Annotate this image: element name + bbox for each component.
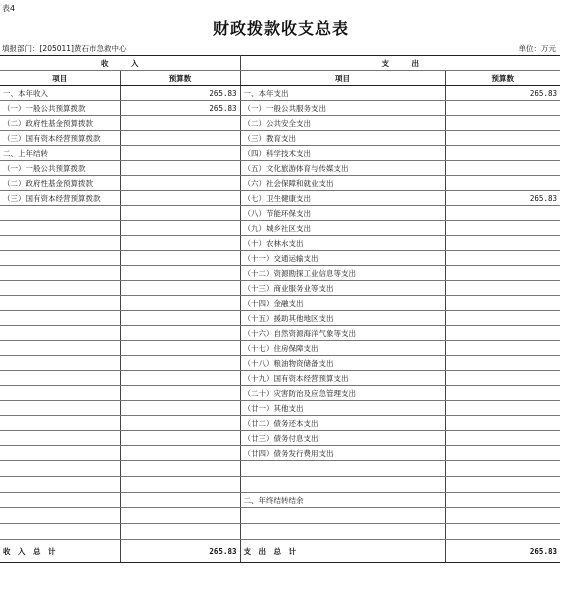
expense-value-cell xyxy=(445,431,560,446)
income-item-cell xyxy=(0,341,120,356)
income-value-cell xyxy=(120,524,240,540)
income-item-cell xyxy=(0,281,120,296)
expense-value-cell xyxy=(445,266,560,281)
expense-value-cell xyxy=(445,401,560,416)
income-value-cell xyxy=(120,493,240,508)
income-item-cell: （一）一般公共预算拨款 xyxy=(0,161,120,176)
totals-row xyxy=(0,540,560,563)
expense-item-cell xyxy=(240,508,445,524)
income-item-cell xyxy=(0,326,120,341)
expense-value-cell xyxy=(445,176,560,191)
page-title: 财政拨款收支总表 xyxy=(212,19,349,38)
income-value-cell xyxy=(120,296,240,311)
table-row xyxy=(0,386,560,401)
expense-value-cell xyxy=(445,356,560,371)
income-item-header: 项目 xyxy=(0,71,120,86)
expense-item-cell: （十二）资源勘探工业信息等支出 xyxy=(240,266,445,281)
income-value-cell xyxy=(120,191,240,206)
expense-item-cell: （一）一般公共服务支出 xyxy=(240,101,445,116)
expense-total-value: 265.83 xyxy=(445,540,560,563)
income-item-cell: 二、上年结转 xyxy=(0,146,120,161)
expense-item-cell: （六）社会保障和就业支出 xyxy=(240,176,445,191)
expense-value-cell xyxy=(445,461,560,477)
expense-item-cell xyxy=(240,461,445,477)
income-value-cell xyxy=(120,176,240,191)
expense-value-cell xyxy=(445,236,560,251)
expense-item-cell: （十六）自然资源海洋气象等支出 xyxy=(240,326,445,341)
income-value-cell xyxy=(120,311,240,326)
expense-total-label: 支 出 总 计 xyxy=(240,540,445,563)
expense-item-cell: （七）卫生健康支出 xyxy=(240,191,445,206)
income-value-cell xyxy=(120,251,240,266)
expense-value-cell xyxy=(445,131,560,146)
income-total-label: 收 入 总 计 xyxy=(0,540,120,563)
income-total-value: 265.83 xyxy=(120,540,240,563)
income-item-cell xyxy=(0,386,120,401)
income-item-cell xyxy=(0,356,120,371)
expense-item-cell: （九）城乡社区支出 xyxy=(240,221,445,236)
expense-item-cell: （廿四）债务发行费用支出 xyxy=(240,446,445,461)
income-item-cell xyxy=(0,371,120,386)
table-row xyxy=(0,86,560,101)
table-row xyxy=(0,236,560,251)
expense-group-header: 支 出 xyxy=(240,56,560,71)
table-row xyxy=(0,508,560,524)
income-value-cell xyxy=(120,386,240,401)
expense-item-header: 项目 xyxy=(240,71,445,86)
income-value-cell xyxy=(120,281,240,296)
expense-item-cell: （廿二）债务还本支出 xyxy=(240,416,445,431)
budget-summary-table xyxy=(0,55,560,563)
income-value-cell: 265.83 xyxy=(120,101,240,116)
expense-value-cell xyxy=(445,416,560,431)
expense-item-cell: 一、本年支出 xyxy=(240,86,445,101)
table-row xyxy=(0,401,560,416)
income-item-cell xyxy=(0,431,120,446)
income-item-cell: （三）国有资本经营预算拨款 xyxy=(0,191,120,206)
income-value-cell xyxy=(120,131,240,146)
expense-item-cell xyxy=(240,524,445,540)
table-row xyxy=(0,416,560,431)
income-value-cell xyxy=(120,116,240,131)
table-row xyxy=(0,431,560,446)
table-row xyxy=(0,266,560,281)
expense-value-cell: 265.83 xyxy=(445,86,560,101)
income-item-cell xyxy=(0,524,120,540)
income-value-cell xyxy=(120,416,240,431)
expense-value-cell xyxy=(445,221,560,236)
expense-value-cell xyxy=(445,477,560,493)
table-row xyxy=(0,356,560,371)
expense-value-cell: 265.83 xyxy=(445,191,560,206)
income-group-header: 收 入 xyxy=(0,56,240,71)
income-value-cell xyxy=(120,477,240,493)
unit-of-measure: 单位：万元 xyxy=(518,44,556,53)
table-row xyxy=(0,161,560,176)
expense-item-cell: （十七）住房保障支出 xyxy=(240,341,445,356)
table-number: 表4 xyxy=(2,4,16,13)
expense-value-cell xyxy=(445,326,560,341)
income-item-cell xyxy=(0,266,120,281)
income-item-cell xyxy=(0,508,120,524)
income-value-cell xyxy=(120,356,240,371)
income-item-cell: 一、本年收入 xyxy=(0,86,120,101)
expense-value-cell xyxy=(445,524,560,540)
income-value-cell xyxy=(120,431,240,446)
expense-value-cell xyxy=(445,311,560,326)
expense-item-cell: （八）节能环保支出 xyxy=(240,206,445,221)
income-item-cell xyxy=(0,311,120,326)
income-value-cell xyxy=(120,206,240,221)
expense-item-cell: （十三）商业服务业等支出 xyxy=(240,281,445,296)
expense-item-cell: （十）农林水支出 xyxy=(240,236,445,251)
income-value-cell xyxy=(120,461,240,477)
income-item-cell xyxy=(0,416,120,431)
income-value-cell xyxy=(120,341,240,356)
table-row xyxy=(0,311,560,326)
expense-value-cell xyxy=(445,146,560,161)
reporting-unit: 填报部门：[205011]黄石市急救中心 xyxy=(2,44,127,53)
expense-item-cell: 二、年终结转结余 xyxy=(240,493,445,508)
table-row xyxy=(0,326,560,341)
income-item-cell: （一）一般公共预算拨款 xyxy=(0,101,120,116)
income-value-cell xyxy=(120,266,240,281)
expense-value-cell xyxy=(445,281,560,296)
income-value-cell xyxy=(120,446,240,461)
table-row xyxy=(0,341,560,356)
income-value-cell xyxy=(120,508,240,524)
table-row xyxy=(0,101,560,116)
table-row xyxy=(0,493,560,508)
income-item-cell xyxy=(0,236,120,251)
table-row xyxy=(0,251,560,266)
expense-item-cell: （二十）灾害防治及应急管理支出 xyxy=(240,386,445,401)
income-item-cell xyxy=(0,446,120,461)
expense-item-cell: （五）文化旅游体育与传媒支出 xyxy=(240,161,445,176)
expense-value-cell xyxy=(445,341,560,356)
expense-value-cell xyxy=(445,493,560,508)
table-row xyxy=(0,477,560,493)
income-item-cell: （三）国有资本经营预算拨款 xyxy=(0,131,120,146)
expense-item-cell: （十五）援助其他地区支出 xyxy=(240,311,445,326)
table-row xyxy=(0,281,560,296)
expense-value-cell xyxy=(445,296,560,311)
expense-item-cell: （二）公共安全支出 xyxy=(240,116,445,131)
expense-value-cell xyxy=(445,161,560,176)
table-row xyxy=(0,191,560,206)
expense-value-cell xyxy=(445,101,560,116)
table-row xyxy=(0,221,560,236)
income-item-cell xyxy=(0,493,120,508)
income-value-cell xyxy=(120,221,240,236)
expense-budget-header: 预算数 xyxy=(445,71,560,86)
expense-item-cell: （廿三）债务付息支出 xyxy=(240,431,445,446)
table-row xyxy=(0,131,560,146)
table-row xyxy=(0,524,560,540)
income-value-cell: 265.83 xyxy=(120,86,240,101)
expense-item-cell: （四）科学技术支出 xyxy=(240,146,445,161)
table-row xyxy=(0,296,560,311)
expense-item-cell: （十八）粮油物资储备支出 xyxy=(240,356,445,371)
expense-value-cell xyxy=(445,446,560,461)
table-row xyxy=(0,371,560,386)
table-row xyxy=(0,206,560,221)
income-value-cell xyxy=(120,326,240,341)
income-item-cell xyxy=(0,206,120,221)
income-value-cell xyxy=(120,236,240,251)
expense-value-cell xyxy=(445,251,560,266)
table-row xyxy=(0,146,560,161)
table-row xyxy=(0,461,560,477)
income-item-cell xyxy=(0,251,120,266)
expense-value-cell xyxy=(445,508,560,524)
table-row xyxy=(0,446,560,461)
income-value-cell xyxy=(120,161,240,176)
expense-item-cell: （十九）国有资本经营预算支出 xyxy=(240,371,445,386)
expense-item-cell xyxy=(240,477,445,493)
income-item-cell: （二）政府性基金预算拨款 xyxy=(0,116,120,131)
income-item-cell xyxy=(0,221,120,236)
income-value-cell xyxy=(120,401,240,416)
expense-item-cell: （十一）交通运输支出 xyxy=(240,251,445,266)
expense-value-cell xyxy=(445,386,560,401)
income-item-cell xyxy=(0,296,120,311)
expense-item-cell: （三）教育支出 xyxy=(240,131,445,146)
income-value-cell xyxy=(120,146,240,161)
table-row xyxy=(0,116,560,131)
income-item-cell xyxy=(0,477,120,493)
income-item-cell xyxy=(0,401,120,416)
expense-value-cell xyxy=(445,116,560,131)
expense-item-cell: （廿一）其他支出 xyxy=(240,401,445,416)
income-value-cell xyxy=(120,371,240,386)
income-budget-header: 预算数 xyxy=(120,71,240,86)
income-item-cell: （二）政府性基金预算拨款 xyxy=(0,176,120,191)
income-item-cell xyxy=(0,461,120,477)
table-row xyxy=(0,176,560,191)
expense-value-cell xyxy=(445,371,560,386)
expense-item-cell: （十四）金融支出 xyxy=(240,296,445,311)
expense-value-cell xyxy=(445,206,560,221)
